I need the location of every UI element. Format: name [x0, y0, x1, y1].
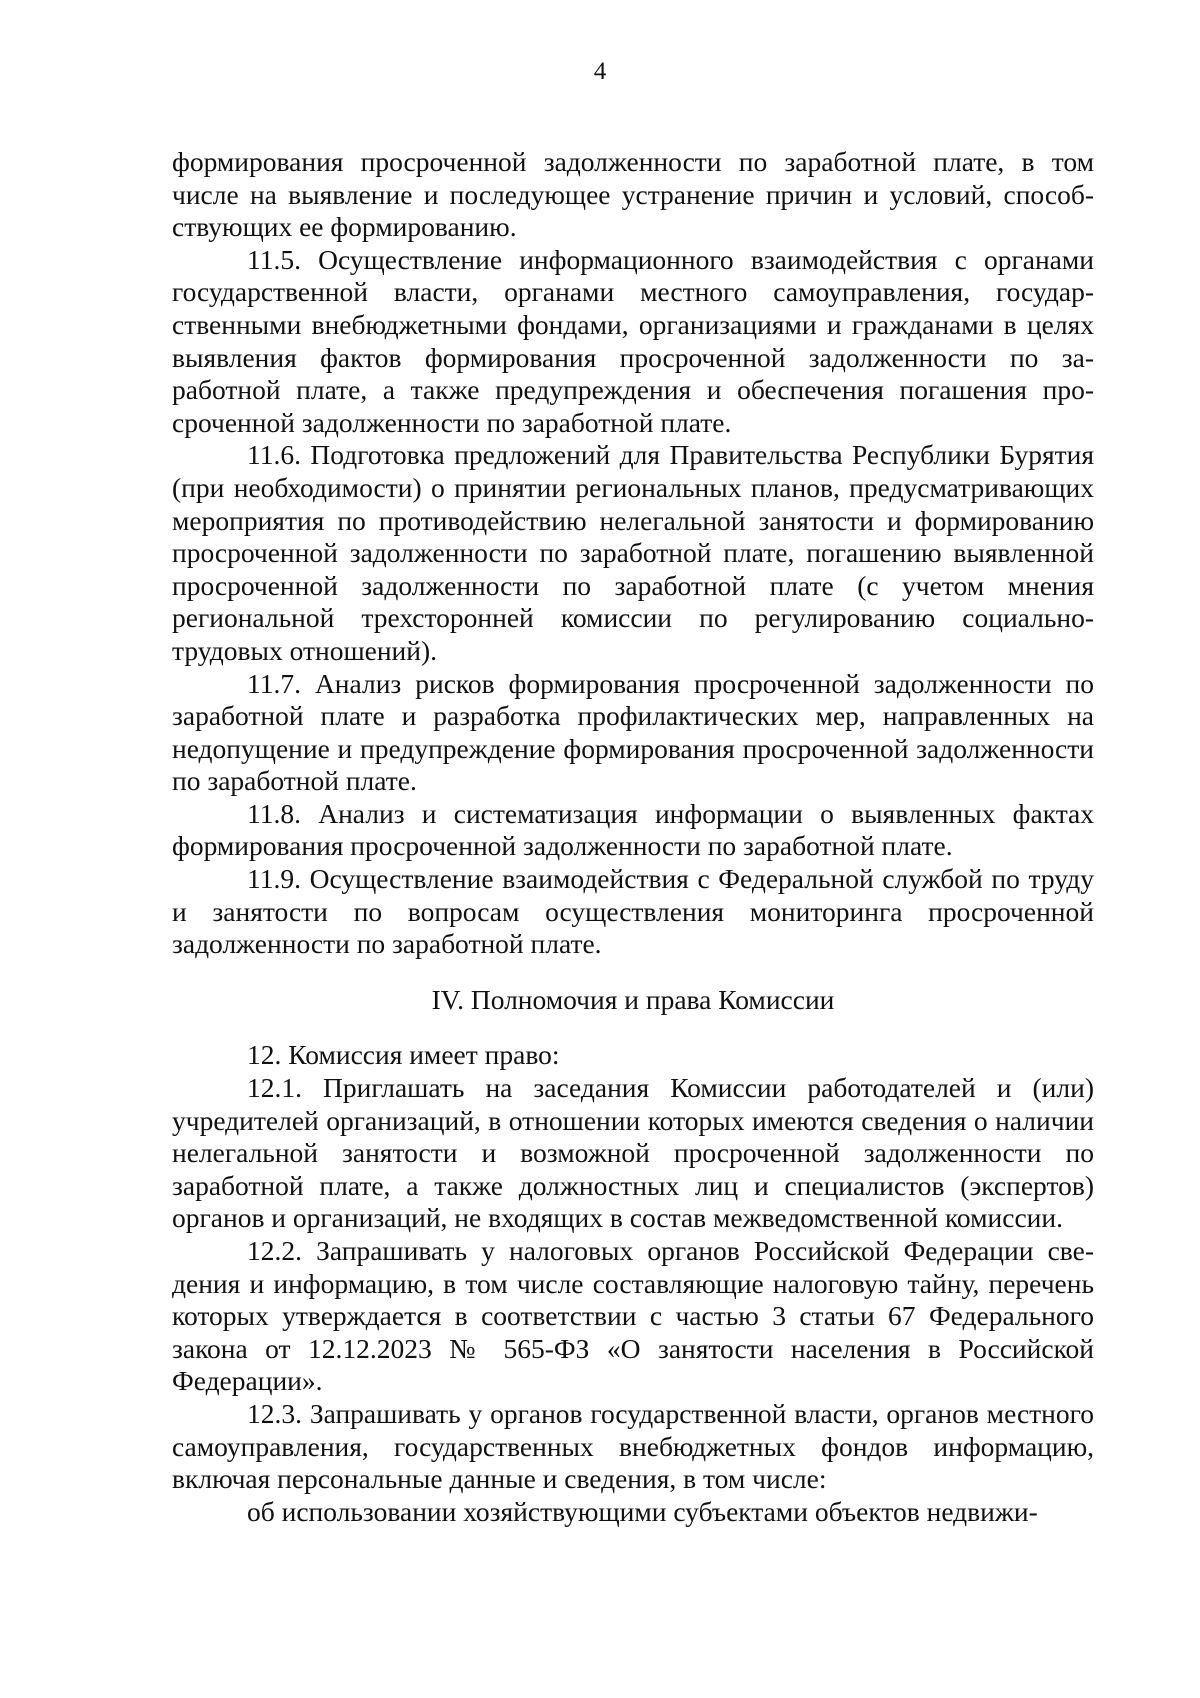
paragraph-12: 12. Комиссия имеет право:: [247, 1039, 560, 1071]
page-number: 4: [593, 58, 607, 85]
paragraph-12-1: 12.1. Приглашать на заседания Комиссии работодателей и (или) учредителей организаций, в отношении которых имеются сведения о наличии нелегальной занятости и возможной просроченной задолженности по заработной плате, а также должностных лиц и специалистов (экспертов) органов и организаций, не входящих в состав межведомственной комиссии.: [172, 1072, 1094, 1234]
paragraph-11-5: 11.5. Осуществление информационного взаимодействия с органами государственной власти, органами местного самоуправления, государственными внебюджетными фондами, организациями и гражданами в целях выявления фактов формирования просроченной задолженности по заработной плате, а также предупреждения и обеспечения погашения просроченной задолженности по заработной плате.: [172, 243, 1094, 438]
paragraph-11-7: 11.7. Анализ рисков формирования просроченной задолженности по заработной плате и разработка профилактических мер, направленных на недопущение и предупреждение формирования просроченной задолженности по заработной плате.: [172, 667, 1094, 797]
paragraph-tail: об использовании хозяйствующими субъектами объектов недвижи-: [247, 1495, 1038, 1527]
paragraph-12-3: 12.3. Запрашивать у органов государственной власти, органов местного самоуправления, государственных внебюджетных фондов информацию, включая персональные данные и сведения, в том числе:: [172, 1397, 1094, 1495]
paragraph-12-2: 12.2. Запрашивать у налоговых органов Российской Федерации сведения и информацию, в том числе составляющие налоговую тайну, перечень которых утверждается в соответствии с частью 3 статьи 67 Федерального закона от 12.12.2023 № 565-ФЗ «О занятости населения в Российской Федерации».: [172, 1235, 1094, 1397]
paragraph-11-8: 11.8. Анализ и систематизация информации о выявленных фактах формирования просроченной задолженности по заработной плате.: [172, 797, 1094, 862]
document-body: [172, 146, 1094, 1528]
section-heading: IV. Полномочия и права Комиссии: [431, 983, 835, 1015]
paragraph-11-9: 11.9. Осуществление взаимодействия с Федеральной службой по труду и занятости по вопросам осуществления мониторинга просроченной задолженности по заработной плате.: [172, 863, 1094, 960]
paragraph-continuation: формирования просроченной задолженности по заработной плате, в том числе на выявление и последующее устранение причин и условий, способствующих ее формированию.: [172, 146, 1094, 243]
paragraph-11-6: 11.6. Подготовка предложений для Правительства Республики Бурятия (при необходимости) о принятии региональных планов, предусматривающих мероприятия по противодействию нелегальной занятости и формированию просроченной задолженности по заработной плате, погашению выявленной просроченной задолженности по заработной плате (с учетом мнения региональной трехсторонней комиссии по регулированию социально-трудовых отношений).: [172, 439, 1094, 666]
